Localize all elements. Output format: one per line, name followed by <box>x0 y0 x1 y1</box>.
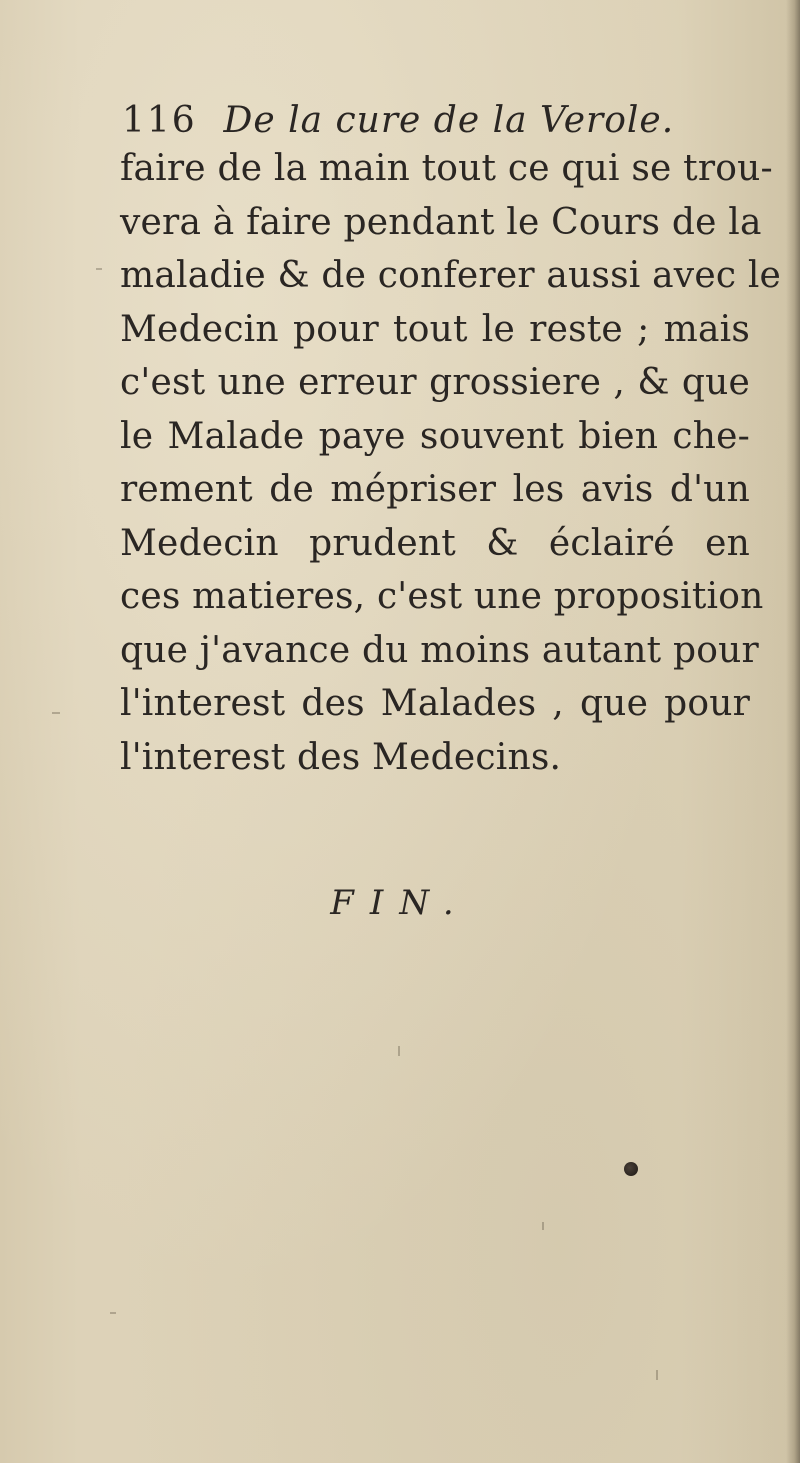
page-edge-shadow <box>786 0 800 1463</box>
paper-speck <box>542 1222 544 1230</box>
text-line: le Malade paye souvent bien che- <box>120 415 750 457</box>
paper-speck <box>110 1312 116 1314</box>
running-title: De la cure de la Verole. <box>223 100 675 141</box>
text-line: Medecin pour tout le reste ; mais <box>120 308 750 350</box>
body-text <box>120 142 782 784</box>
text-line: rement de mépriser les avis d'un <box>120 469 750 510</box>
running-head <box>122 96 682 146</box>
text-line: ces matieres, c'est une proposition <box>120 576 764 617</box>
paper-speck <box>96 268 102 270</box>
text-line: l'interest des Malades , que pour <box>120 683 750 724</box>
finis-mark: FIN. <box>330 883 470 923</box>
text-line: c'est une erreur grossiere , & que <box>120 362 750 403</box>
paper-speck <box>52 712 60 714</box>
ink-spot <box>624 1162 638 1176</box>
page-number: 116 <box>122 100 197 141</box>
paper-speck <box>398 1046 400 1056</box>
text-line: Medecin prudent & éclairé en <box>120 522 750 564</box>
text-line: vera à faire pendant le Cours de la <box>120 201 762 243</box>
text-line: maladie & de conferer aussi avec le <box>120 255 782 296</box>
text-line: que j'avance du moins autant pour <box>120 629 759 671</box>
text-line: faire de la main tout ce qui se trou- <box>120 148 773 189</box>
text-line: l'interest des Medecins. <box>120 736 562 778</box>
paper-speck <box>656 1370 658 1380</box>
